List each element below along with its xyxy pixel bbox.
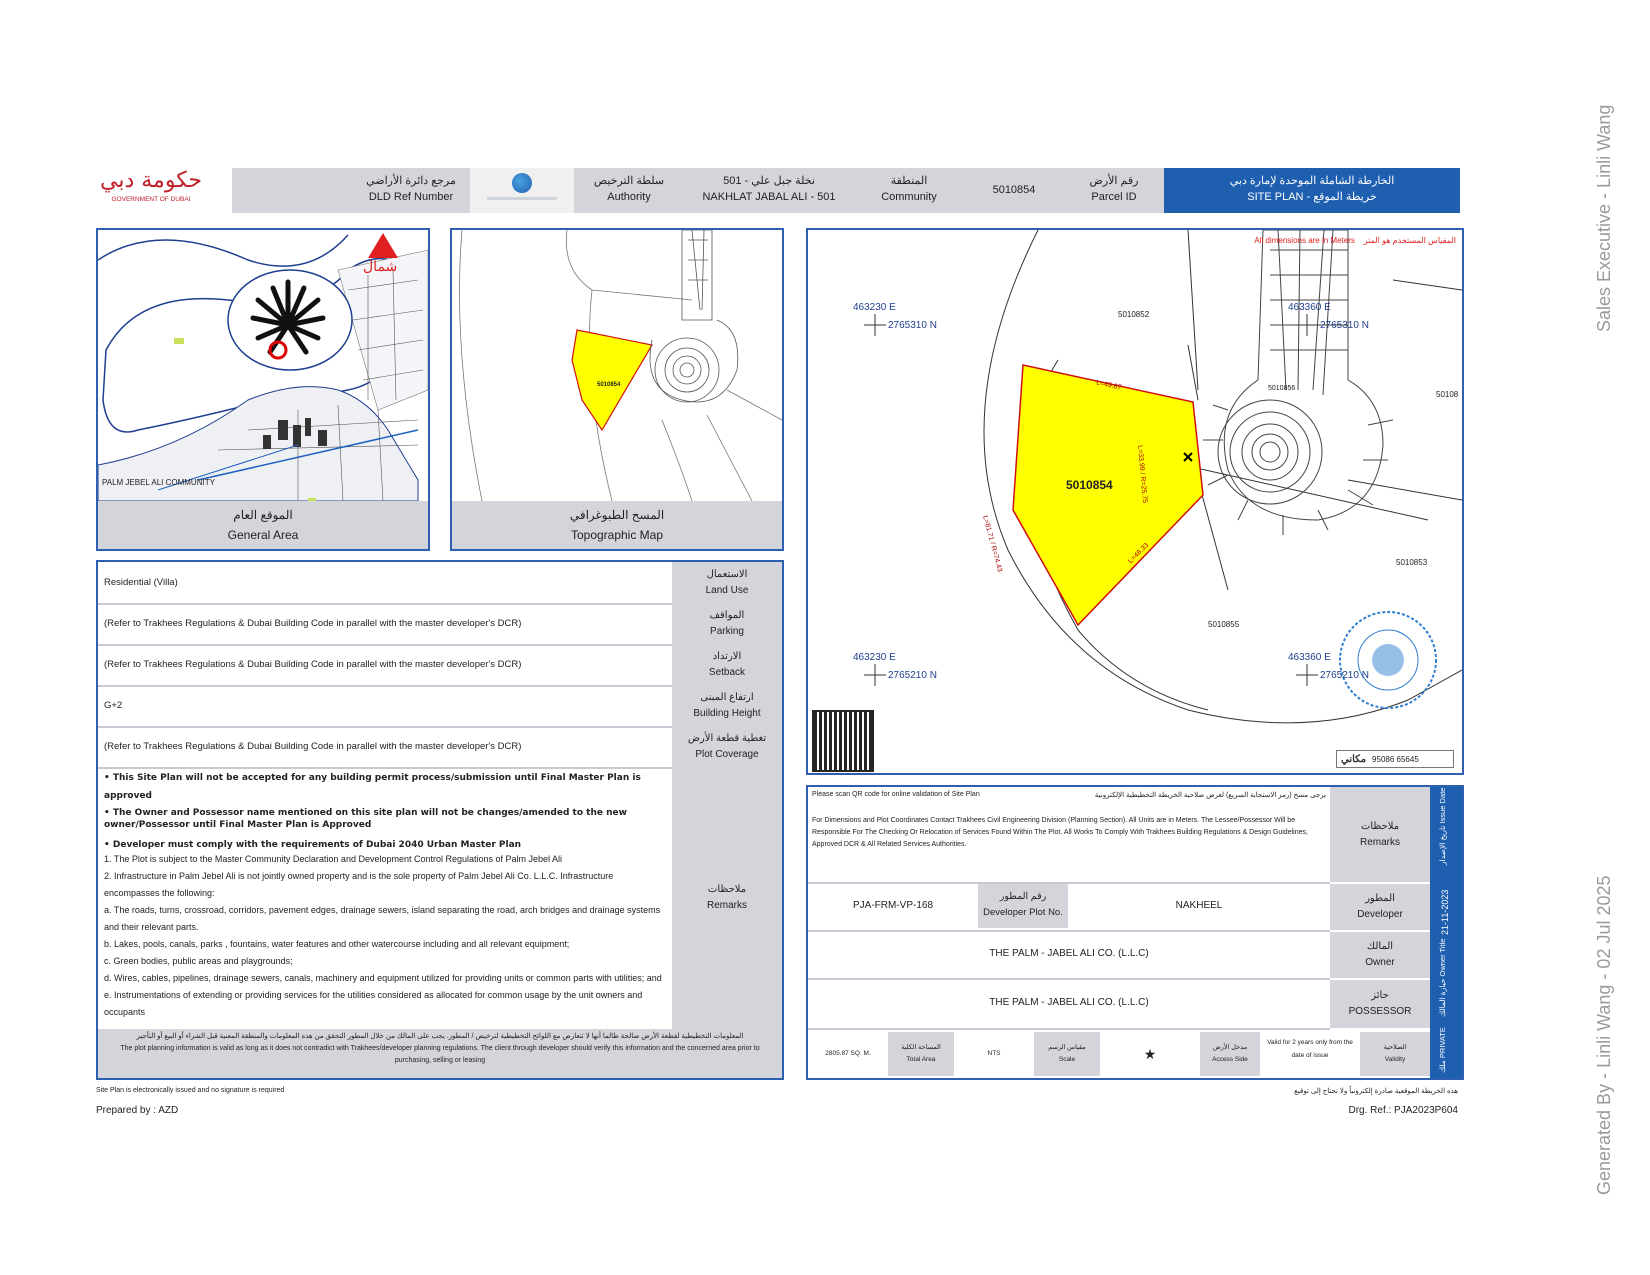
building-height-value: G+2: [104, 700, 123, 711]
land-info-table: [96, 560, 784, 1080]
contact-note: For Dimensions and Plot Coordinates Contact Trakhees Civil Engineering Division (Planning Section). All Units are in Meters. The Lessee/Possessor Will be Responsible For The Checking Or Relocation of Services Found Within The Plot. All Works To Comply With Trakhees Building Regulations & Design Guidelines, Approved DCR & All Related Services Authorities.: [812, 817, 1308, 848]
possessor-label: [1330, 978, 1430, 1028]
label-en: Plot Coverage: [695, 748, 759, 760]
north-arrow-icon: [368, 233, 398, 258]
label-ar: مقياس الرسم: [1048, 1044, 1086, 1051]
label-ar: المساحة الكلية: [901, 1044, 941, 1051]
community-label-cell: [854, 168, 964, 213]
coord-tl-e: 463230 E: [853, 302, 896, 313]
remarks-row: [98, 767, 782, 1029]
label-en: Land Use: [705, 584, 749, 596]
owner-value: THE PALM - JABEL ALI CO. (L.L.C): [808, 930, 1330, 980]
coord-bl-e: 463230 E: [853, 652, 896, 663]
remarks-ar: ملاحظات: [1360, 820, 1400, 832]
makan-logo: مكاني: [1341, 753, 1367, 765]
trakhees-logo: [470, 168, 574, 213]
community-value-en: NAKHLAT JABAL ALI - 501: [702, 191, 836, 203]
plot-info-table: [806, 785, 1464, 1080]
issue-date-label: تاريخ الإصدار Issue Date: [1438, 787, 1447, 865]
label-en: Developer Plot No.: [983, 907, 1063, 918]
remark-line: b. Lakes, pools, canals, parks , fountains, water features and other watercourse including and all relevant equipment;: [104, 939, 570, 949]
remark-line: c. Green bodies, public areas and playgrounds;: [104, 956, 293, 966]
dubai-government-logo: [96, 166, 206, 216]
label-ar: الارتداد: [712, 650, 742, 662]
drawing-reference: Drg. Ref.: PJA2023P604: [1348, 1105, 1458, 1116]
label-en: Owner: [1365, 957, 1395, 968]
remark-line: a. The roads, turns, crossroad, corridors, pavement edges, drainage sewers, island separating the road, arch bridges and drainage systems and their relevant parts.: [104, 905, 661, 932]
dimension-label: L=81.71 / R=74.43: [981, 515, 1004, 573]
watermark-generated: Generated By - Linli Wang - 02 Jul 2025: [1594, 875, 1614, 1195]
general-area-ar: الموقع العام: [233, 508, 293, 522]
parking-label: [672, 603, 782, 644]
label-ar: ارتفاع المبنى: [700, 691, 754, 703]
site-plan-title: [1164, 168, 1460, 213]
dld-label-ar: مرجع دائرة الأراضي: [366, 175, 456, 187]
parcel-en: Parcel ID: [1091, 191, 1137, 203]
qr-note-ar: يرجى مسح (رمز الاستجابة السريع) لغرض صلاحية الخريطة التخطيطية الإلكترونية: [1094, 792, 1326, 799]
remark-line: 1. The Plot is subject to the Master Community Declaration and Development Control Regulations of Palm Jebel Ali: [104, 854, 563, 864]
remarks-en: Remarks: [1359, 836, 1400, 848]
remarks-label: [672, 767, 782, 1029]
remark-bullet: • This Site Plan will not be accepted for any building permit process/submission until Final Master Plan is approved: [104, 773, 641, 801]
dimensions-note-en: All dimensions are in Meters: [1254, 236, 1355, 245]
plot-summary-row: [808, 1030, 1430, 1078]
plot-id-label: 5010854: [1066, 478, 1113, 492]
developer-plot-value: PJA-FRM-VP-168: [852, 900, 933, 911]
general-area-panel: [96, 228, 430, 551]
label-en: Building Height: [693, 707, 761, 719]
label-en: Developer: [1357, 909, 1403, 920]
title-ar: الخارطة الشاملة الموحدة لإمارة دبي: [1229, 175, 1395, 187]
table-row: [98, 562, 782, 605]
remark-bullet: • Developer must comply with the requirements of Dubai 2040 Urban Master Plan: [104, 840, 522, 850]
coord-tl-n: 2765310 N: [888, 320, 937, 331]
disclaimer-en: The plot planning information is valid as long as it does not contradict with Trakhees/developer planning regulations. The client through developer should verify this information and the concerned area prior to purchasing, selling or leasing: [120, 1045, 760, 1064]
dld-ref-cell: [352, 168, 470, 213]
developer-plot-label: [978, 884, 1068, 928]
topographic-map: [452, 230, 782, 501]
logo-arabic: حكومة دبي: [100, 168, 202, 193]
table-row: [98, 603, 782, 646]
makan-number: 95086 65645: [1372, 754, 1419, 764]
north-label: شمال: [363, 258, 398, 274]
developer-value: NAKHEEL: [1175, 900, 1223, 911]
scale-value: NTS: [987, 1050, 1001, 1057]
community-map-label: PALM JEBEL ALI COMMUNITY: [102, 478, 215, 487]
coord-br-n: 2765210 N: [1320, 670, 1369, 681]
header-blank-cell: [232, 168, 352, 213]
topographic-caption: [452, 501, 782, 549]
side-status-column: [1430, 787, 1462, 1078]
notes-cell: [808, 787, 1330, 884]
remark-line: 2. Infrastructure in Palm Jebel Ali is not jointly owned property and is the sole property of Palm Jebel Ali Co. L.L.C. Infrastructure encompasses the following:: [104, 871, 614, 898]
table-row: [98, 685, 782, 728]
total-area-label: [888, 1032, 954, 1076]
scale-label: [1034, 1032, 1100, 1076]
qr-note: Please scan QR code for online validation of Site Plan: [812, 791, 980, 798]
electronic-note: Site Plan is electronically issued and no signature is required: [96, 1087, 285, 1094]
table-row: [98, 726, 782, 769]
developer-row: [808, 882, 1330, 932]
coord-tr-e: 463360 E: [1288, 302, 1331, 313]
label-ar: الصلاحية: [1383, 1044, 1407, 1051]
prepared-by: Prepared by : AZD: [96, 1105, 179, 1116]
label-ar: المالك: [1366, 941, 1394, 952]
community-value-ar: نخلة جبل علي - 501: [723, 175, 815, 187]
neighbour-plot: 5010855: [1208, 620, 1240, 629]
topographic-panel: [450, 228, 784, 551]
validity-label: [1360, 1032, 1430, 1076]
plot-5010854-shape: [1013, 365, 1203, 625]
parking-value: (Refer to Trakhees Regulations & Dubai Building Code in parallel with the master developer's DCR): [104, 618, 522, 629]
logo-english: GOVERNMENT OF DUBAI: [111, 196, 191, 203]
dimension-label: L=33.99 / R=25.75: [1136, 445, 1149, 504]
building-height-label: [672, 685, 782, 726]
validity-value: Valid for 2 years only from the date of issue: [1267, 1039, 1353, 1059]
access-side-icon: ★: [1143, 1046, 1157, 1062]
neighbour-plot: 5010856: [1268, 385, 1296, 392]
remarks-en: Remarks: [706, 900, 747, 911]
possessor-value: THE PALM - JABEL ALI CO. (L.L.C): [808, 978, 1330, 1030]
general-area-en: General Area: [227, 528, 299, 542]
dimensions-note-ar: المقياس المستخدم هو المتر: [1363, 236, 1456, 245]
developer-label: [1330, 882, 1430, 930]
community-ar: المنطقة: [890, 175, 928, 187]
neighbour-plot: 5010852: [1118, 310, 1150, 319]
neighbour-plot: 5010853: [1396, 558, 1428, 567]
topo-plot-label: 5010854: [597, 382, 621, 388]
label-ar: المطور: [1365, 893, 1395, 904]
electronic-note-ar: هذه الخريطة الموقعية صادرة إلكترونياً ولا تحتاج إلى توقيع: [1294, 1088, 1458, 1095]
coord-bl-n: 2765210 N: [888, 670, 937, 681]
table-row: [98, 644, 782, 687]
remark-line: d. Wires, cables, pipelines, drainage sewers, canals, machinery and equipment utilized for providing units or common parts with utilities; and: [104, 973, 662, 983]
authority-cell: [574, 168, 684, 213]
parcel-ar: رقم الأرض: [1089, 175, 1139, 187]
label-ar: حائز: [1371, 990, 1389, 1001]
topographic-en: Topographic Map: [570, 528, 664, 542]
parcel-label-cell: [1064, 168, 1164, 213]
parcel-value-cell: [964, 168, 1064, 213]
access-side-label: [1200, 1032, 1260, 1076]
label-en: Access Side: [1212, 1056, 1248, 1063]
authority-ar: سلطة الترخيص: [593, 175, 665, 187]
authority-en: Authority: [607, 191, 651, 203]
trakhees-emblem-icon: [512, 173, 532, 193]
issue-date-value: 21-11-2023: [1440, 889, 1450, 935]
label-ar: المواقف: [709, 609, 745, 621]
setback-label: [672, 644, 782, 685]
right-remarks-label: [1330, 787, 1430, 882]
label-ar: تغطية قطعة الأرض: [687, 732, 767, 744]
site-plan-map-panel: [806, 228, 1464, 775]
total-area-value: 2805.87 SQ. M.: [825, 1050, 871, 1057]
remarks-ar: ملاحظات: [707, 884, 747, 895]
topographic-ar: المسح الطبوغرافي: [569, 508, 665, 522]
label-en: Validity: [1384, 1056, 1406, 1063]
watermark-sales: Sales Executive - Linli Wang: [1594, 104, 1614, 332]
neighbour-plot: 50108: [1436, 390, 1459, 399]
label-en: POSSESSOR: [1348, 1006, 1412, 1017]
private-label: ملك PRIVATE: [1438, 1027, 1447, 1073]
remark-line: e. Instrumentations of extending or providing services for the utilities considered as allocated for common usage by the unit owners and occupants: [104, 990, 643, 1017]
plot-coverage-label: [672, 726, 782, 767]
label-en: Total Area: [906, 1056, 936, 1063]
title-en: SITE PLAN - خريطة الموقع: [1247, 191, 1377, 203]
remark-bullet: • The Owner and Possessor name mentioned on this site plan will not be changes/amended to the new owner/Possessor until Final Master Plan is Approved: [104, 808, 627, 830]
label-en: Setback: [708, 666, 746, 678]
parcel-value: 5010854: [992, 184, 1036, 196]
plot-coverage-value: (Refer to Trakhees Regulations & Dubai Building Code in parallel with the master developer's DCR): [104, 741, 522, 752]
dimension-label: L=48.33: [1127, 542, 1151, 565]
dld-label-en: DLD Ref Number: [368, 191, 454, 203]
owner-label: [1330, 930, 1430, 978]
general-area-caption: [98, 501, 428, 549]
coord-br-e: 463360 E: [1288, 652, 1331, 663]
setback-value: (Refer to Trakhees Regulations & Dubai Building Code in parallel with the master developer's DCR): [104, 659, 522, 670]
label-en: Scale: [1058, 1056, 1076, 1063]
planning-disclaimer: [98, 1029, 782, 1078]
owner-title-label: حيازة المالك Owner Title: [1438, 938, 1447, 1017]
qr-code: [814, 712, 872, 770]
land-use-value: Residential (Villa): [104, 577, 178, 588]
coord-tr-n: 2765310 N: [1320, 320, 1369, 331]
community-en: Community: [881, 191, 937, 203]
dimension-label: L=49.87: [1095, 379, 1122, 392]
label-ar: الاستعمال: [706, 568, 748, 580]
makan-badge: [1336, 750, 1454, 768]
community-value-cell: [684, 168, 854, 213]
remarks-text: [104, 769, 664, 1021]
disclaimer-ar: المعلومات التخطيطية لقطعة الأرض صالحة طالما أنها لا تتعارض مع اللوائح التخطيطية لترخيص / المطور. يجب على المالك من خلال المطور التحقق من هذه المعلومات والمنطقة المعنية قبل الشراء أو البيع أو التأجير: [136, 1033, 744, 1040]
label-ar: مدخل الأرض: [1212, 1044, 1248, 1051]
label-ar: رقم المطور: [999, 891, 1047, 902]
dimensions-note: [1254, 236, 1456, 245]
label-en: Parking: [710, 625, 744, 637]
land-use-label: [672, 562, 782, 603]
topo-plot-shape: [572, 330, 652, 430]
